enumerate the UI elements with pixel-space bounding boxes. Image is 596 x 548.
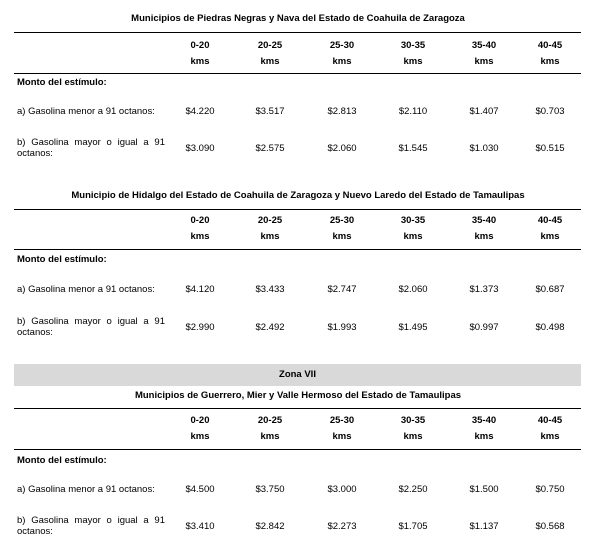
row-value: $3.000 <box>327 484 357 495</box>
row-value: $1.545 <box>398 143 428 154</box>
section-label: Monto del estímulo: <box>17 254 107 265</box>
column-header-unit: kms <box>260 56 280 67</box>
column-header-range: 40-45 <box>537 415 563 426</box>
row-value: $1.705 <box>398 521 428 532</box>
column-header-range: 20-25 <box>257 40 283 51</box>
column-header-range: 30-35 <box>400 215 426 226</box>
column-header-range: 25-30 <box>329 40 355 51</box>
row-value: $2.250 <box>398 484 428 495</box>
column-header-unit: kms <box>540 231 560 242</box>
section-label: Monto del estímulo: <box>17 77 107 88</box>
row-value: $3.517 <box>255 106 285 117</box>
row-value: $2.813 <box>327 106 357 117</box>
column-header-unit: kms <box>474 56 494 67</box>
column-header-unit: kms <box>190 231 210 242</box>
row-value: $3.090 <box>185 143 215 154</box>
column-header-unit: kms <box>332 431 352 442</box>
row-value: $0.750 <box>535 484 565 495</box>
column-header-range: 0-20 <box>190 415 210 426</box>
row-value: $4.120 <box>185 284 215 295</box>
row-value: $2.273 <box>327 521 357 532</box>
row-value: $2.990 <box>185 322 215 333</box>
table-header-rule <box>14 249 581 250</box>
column-header-unit: kms <box>540 431 560 442</box>
row-value: $3.410 <box>185 521 215 532</box>
column-header-range: 0-20 <box>190 215 210 226</box>
zone-banner: Zona VII <box>14 364 581 386</box>
column-header-range: 40-45 <box>537 40 563 51</box>
section-label: Monto del estímulo: <box>17 455 107 466</box>
column-header-unit: kms <box>332 56 352 67</box>
column-header-range: 25-30 <box>329 215 355 226</box>
row-value: $2.575 <box>255 143 285 154</box>
column-header-unit: kms <box>190 431 210 442</box>
row-label: a) Gasolina menor a 91 octanos: <box>17 484 155 495</box>
column-header-range: 35-40 <box>471 215 497 226</box>
row-label: b) Gasolina mayor o igual a 91 octanos: <box>17 316 165 338</box>
row-value: $0.703 <box>535 106 565 117</box>
column-header-range: 0-20 <box>190 40 210 51</box>
table-top-rule <box>14 209 581 210</box>
row-value: $1.495 <box>398 322 428 333</box>
column-header-unit: kms <box>474 431 494 442</box>
table-header-rule <box>14 449 581 450</box>
row-value: $2.747 <box>327 284 357 295</box>
column-header-range: 30-35 <box>400 40 426 51</box>
table-header-rule <box>14 73 581 74</box>
column-header-unit: kms <box>540 56 560 67</box>
column-header-range: 35-40 <box>471 40 497 51</box>
column-header-range: 25-30 <box>329 415 355 426</box>
table-top-rule <box>14 32 581 33</box>
row-value: $2.492 <box>255 322 285 333</box>
column-header-range: 20-25 <box>257 215 283 226</box>
column-header-unit: kms <box>332 231 352 242</box>
row-label: a) Gasolina menor a 91 octanos: <box>17 284 155 295</box>
row-value: $1.407 <box>469 106 499 117</box>
row-value: $2.110 <box>398 106 428 117</box>
row-value: $2.060 <box>398 284 428 295</box>
column-header-range: 30-35 <box>400 415 426 426</box>
row-value: $0.515 <box>535 143 565 154</box>
row-value: $1.500 <box>469 484 499 495</box>
column-header-unit: kms <box>403 431 423 442</box>
row-value: $0.997 <box>469 322 499 333</box>
column-header-range: 20-25 <box>257 415 283 426</box>
column-header-unit: kms <box>474 231 494 242</box>
row-value: $1.030 <box>469 143 499 154</box>
row-value: $2.060 <box>327 143 357 154</box>
table-top-rule <box>14 408 581 409</box>
row-value: $0.498 <box>535 322 565 333</box>
column-header-range: 40-45 <box>537 215 563 226</box>
row-value: $3.750 <box>255 484 285 495</box>
table-title: Municipios de Guerrero, Mier y Valle Hermoso del Estado de Tamaulipas <box>134 390 462 401</box>
row-value: $0.687 <box>535 284 565 295</box>
table-title: Municipios de Piedras Negras y Nava del Estado de Coahuila de Zaragoza <box>131 13 465 24</box>
column-header-range: 35-40 <box>471 415 497 426</box>
row-value: $1.373 <box>469 284 499 295</box>
row-value: $4.500 <box>185 484 215 495</box>
column-header-unit: kms <box>403 56 423 67</box>
column-header-unit: kms <box>260 431 280 442</box>
row-value: $0.568 <box>535 521 565 532</box>
row-value: $4.220 <box>185 106 215 117</box>
row-value: $2.842 <box>255 521 285 532</box>
row-label: a) Gasolina menor a 91 octanos: <box>17 106 155 117</box>
row-value: $1.137 <box>469 521 499 532</box>
row-value: $1.993 <box>327 322 357 333</box>
column-header-unit: kms <box>260 231 280 242</box>
row-value: $3.433 <box>255 284 285 295</box>
table-title: Municipio de Hidalgo del Estado de Coahuila de Zaragoza y Nuevo Laredo del Estado de Tamaulipas <box>71 190 525 201</box>
row-label: b) Gasolina mayor o igual a 91 octanos: <box>17 137 165 159</box>
column-header-unit: kms <box>403 231 423 242</box>
column-header-unit: kms <box>190 56 210 67</box>
row-label: b) Gasolina mayor o igual a 91 octanos: <box>17 515 165 537</box>
